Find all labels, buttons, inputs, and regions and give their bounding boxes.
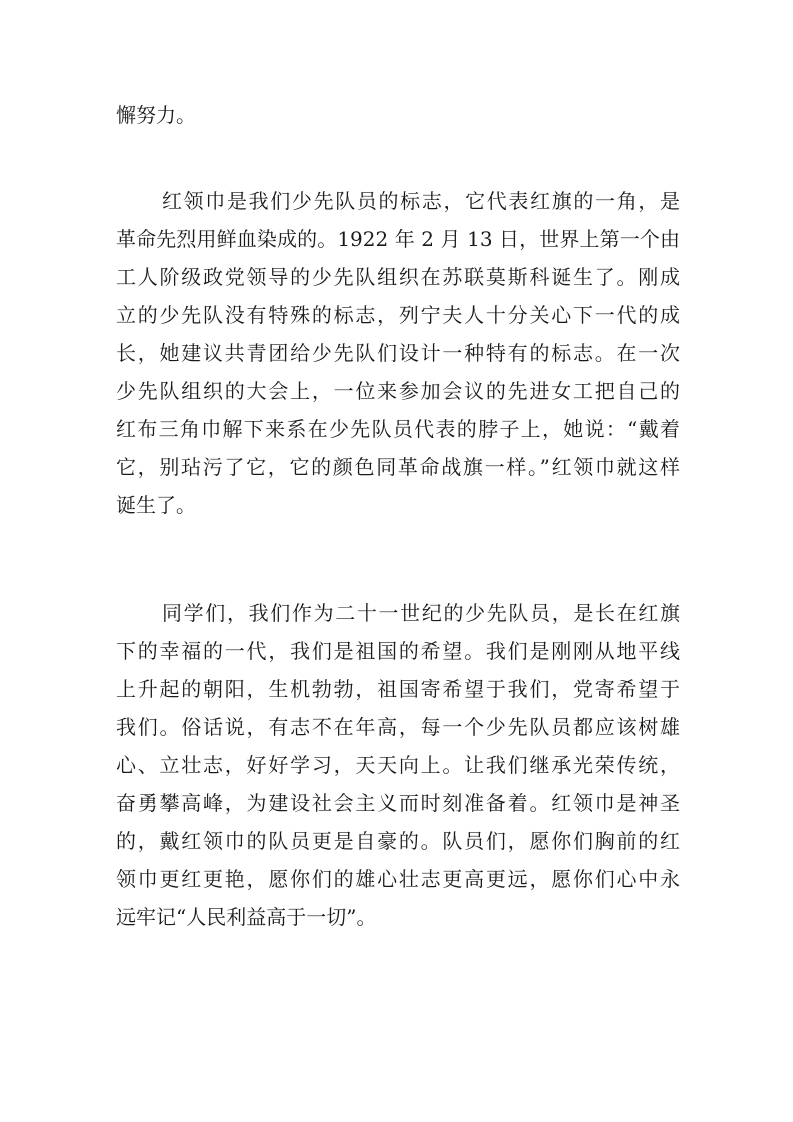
paragraph-3-line-2: 下的幸福的一代，我们是祖国的希望。我们是刚刚从地平线 <box>116 639 680 663</box>
paragraph-2-line-1: 红领巾是我们少先队员的标志，它代表红旗的一角，是 <box>162 189 680 213</box>
paragraph-3-line-6: 奋勇攀高峰，为建设社会主义而时刻准备着。红领巾是神圣 <box>116 791 680 815</box>
paragraph-3-line-7: 的，戴红领巾的队员更是自豪的。队员们，愿你们胸前的红 <box>116 829 680 853</box>
paragraph-2-line-3: 工人阶级政党领导的少先队组织在苏联莫斯科诞生了。刚成 <box>116 265 680 289</box>
paragraph-2-line-5: 长，她建议共青团给少先队们设计一种特有的标志。在一次 <box>116 341 680 365</box>
paragraph-3-line-8: 领巾更红更艳，愿你们的雄心壮志更高更远，愿你们心中永 <box>116 867 680 891</box>
paragraph-3-line-3: 上升起的朝阳，生机勃勃，祖国寄希望于我们，党寄希望于 <box>116 677 680 701</box>
paragraph-3-line-9: 远牢记“人民利益高于一切”。 <box>116 905 377 929</box>
paragraph-2-line-8: 它，别玷污了它，它的颜色同革命战旗一样。”红领巾就这样 <box>116 455 680 479</box>
paragraph-3-line-1: 同学们，我们作为二十一世纪的少先队员，是长在红旗 <box>162 601 680 625</box>
paragraph-3-line-4: 我们。俗话说，有志不在年高，每一个少先队员都应该树雄 <box>116 715 680 739</box>
paragraph-2-line-2: 革命先烈用鲜血染成的。1922 年 2 月 13 日，世界上第一个由 <box>116 227 680 251</box>
paragraph-1-line-1: 懈努力。 <box>116 103 196 127</box>
paragraph-2-line-9: 诞生了。 <box>116 493 196 517</box>
paragraph-2-line-7: 红布三角巾解下来系在少先队员代表的脖子上，她说：“戴着 <box>116 417 680 441</box>
paragraph-3-line-5: 心、立壮志，好好学习，天天向上。让我们继承光荣传统， <box>116 753 680 777</box>
paragraph-2-line-4: 立的少先队没有特殊的标志，列宁夫人十分关心下一代的成 <box>116 303 680 327</box>
paragraph-2-line-6: 少先队组织的大会上，一位来参加会议的先进女工把自己的 <box>116 379 680 403</box>
